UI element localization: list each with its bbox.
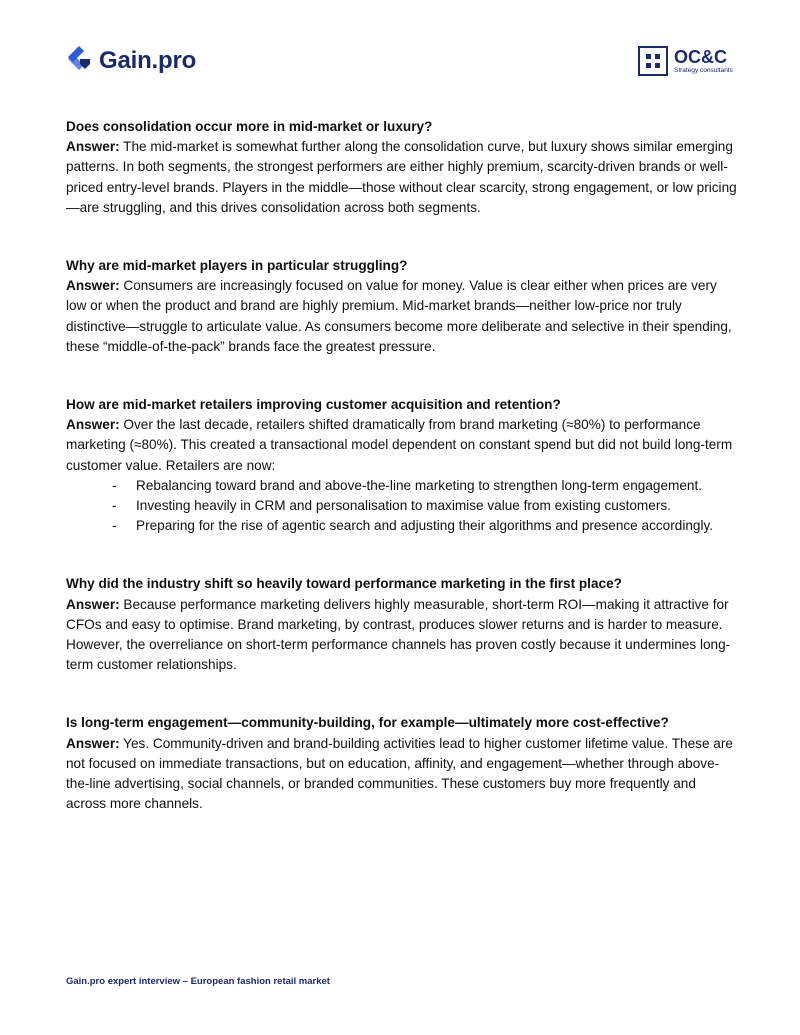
question: How are mid-market retailers improving customer acquisition and retention? [66,397,561,413]
answer-text: Yes. Community-driven and brand-building activities lead to higher customer lifetime value. These are not focused on immediate transactions, but on education, affinity, and engagement—whether through above-the-line advertising, social channels, or branded communities. These customers buy more frequently and across more channels. [66,735,733,812]
list-item-text: Investing heavily in CRM and personalisation to maximise value from existing customers. [136,498,671,514]
answer-text: Over the last decade, retailers shifted dramatically from brand marketing (≈80%) to performance marketing (≈80%). This created a transactional model dependent on constant spend but did not build long-term customer value. Retailers are now: [66,417,733,473]
bullet-list [66,476,738,537]
page-header [0,0,800,100]
list-item-text: Preparing for the rise of agentic search and adjusting their algorithms and presence accordingly. [136,518,714,534]
answer-label: Answer: [66,417,120,433]
answer-label: Answer: [66,735,120,751]
qa-block [66,713,738,814]
answer-label: Answer: [66,139,120,155]
question: Does consolidation occur more in mid-market or luxury? [66,119,433,134]
gain-logo-text: Gain.pro [99,47,197,74]
occ-logo-tagline: Strategy consultants [674,66,733,74]
answer-text: Because performance marketing delivers highly measurable, short-term ROI—making it attractive for CFOs and easy to optimise. Brand marketing, by contrast, produces slower returns and is harder to measure. However, the overreliance on short-term performance channels has proven costly because it undermines long-term customer relationships. [66,596,731,673]
qa-block [66,256,738,357]
answer [66,595,738,676]
qa-block [66,574,738,675]
answer-text: The mid-market is somewhat further along the consolidation curve, but luxury shows similar emerging patterns. In both segments, the strongest performers are either highly premium, scarcity-driven brands or well-priced entry-level brands. Players in the middle—those without clear scarcity, strong engagement, or low pricing—are struggling, and this drives consolidation across both segments. [66,139,737,215]
gain-pro-logo [65,44,196,78]
list-item-text: Rebalancing toward brand and above-the-line marketing to strengthen long-term engagement. [136,477,702,493]
answer [66,734,738,815]
qa-block [66,395,738,536]
bullet-marker: - [112,477,117,493]
answer-label: Answer: [66,278,120,294]
answer-text: Consumers are increasingly focused on value for money. Value is clear either when prices are very low or when the product and brand are highly premium. Mid-market brands—neither low-price nor truly distinctive—struggle to articulate value. As consumers become more deliberate and selective in their spending, these “middle-of-the-pack” brands face the greatest pressure. [66,278,732,354]
answer [66,276,738,357]
list-item [66,496,738,516]
occ-logo [638,44,733,78]
question: Why are mid-market players in particular struggling? [66,258,408,274]
question: Is long-term engagement—community-building, for example—ultimately more cost-effective? [66,715,669,731]
gain-logo-icon [65,45,93,77]
list-item [66,516,738,536]
question: Why did the industry shift so heavily toward performance marketing in the first place? [66,576,622,592]
answer [66,415,738,476]
page-footer: Gain.pro expert interview – European fashion retail market [66,976,330,987]
bullet-marker: - [112,498,117,514]
occ-logo-name: OC&C [674,46,727,67]
interview-content [66,117,738,852]
answer [66,137,738,218]
list-item [66,476,738,496]
answer-label: Answer: [66,596,120,612]
occ-grid-icon [638,46,668,76]
qa-block [66,117,738,218]
bullet-marker: - [112,518,117,534]
